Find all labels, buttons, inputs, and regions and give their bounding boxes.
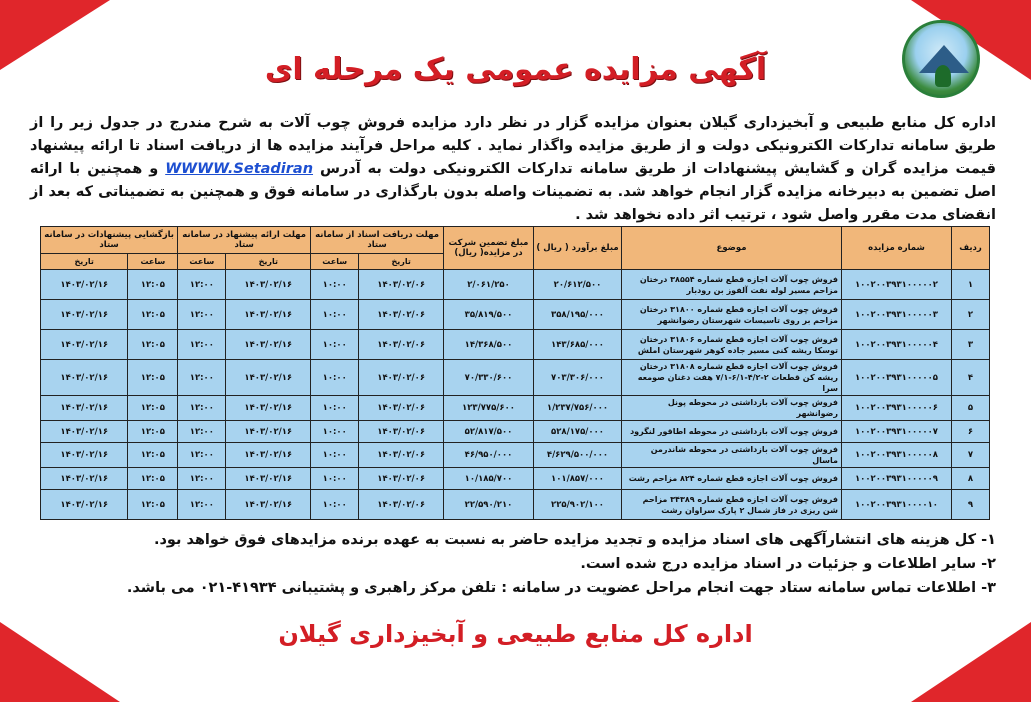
intro-line: و همچنین با ارائه اصل تضمین به دبیرخانه مزایده گزار انجام خواهد شد. به تضمینات واصله بدون بارگذاری در [30,161,996,200]
cell-submit-date: ۱۴۰۳/۰۲/۱۶ [226,490,311,520]
cell-estimate: ۵۲۸/۱۷۵/۰۰۰ [534,421,622,443]
header-row-number: ردیف [952,227,990,270]
cell-open-date: ۱۴۰۳/۰۲/۱۶ [41,396,128,421]
cell-open-date: ۱۴۰۳/۰۲/۱۶ [41,443,128,468]
table-row [41,330,990,360]
header-auction-number: شماره مزایده [842,227,952,270]
cell-open-time: ۱۲:۰۵ [128,330,178,360]
cell-auction-number: ۱۰۰۲۰۰۳۹۳۱۰۰۰۰۰۵ [842,360,952,396]
cell-auction-number: ۱۰۰۲۰۰۳۹۳۱۰۰۰۰۰۳ [842,300,952,330]
cell-submit-time: ۱۲:۰۰ [178,468,226,490]
cell-guarantee: ۳۵/۸۱۹/۵۰۰ [444,300,534,330]
cell-submit-date: ۱۴۰۳/۰۲/۱۶ [226,443,311,468]
cell-guarantee: ۲۲/۵۹۰/۲۱۰ [444,490,534,520]
header-date: تاریخ [41,254,128,270]
cell-submit-time: ۱۲:۰۰ [178,330,226,360]
intro-line: الکترونیکی دولت به آدرس [319,161,511,177]
note-item: ۲- سایر اطلاعات و جزئیات در اسناد مزایده درج شده است. [580,556,996,572]
cell-guarantee: ۷۰/۳۳۰/۶۰۰ [444,360,534,396]
cell-estimate: ۷۰۳/۳۰۶/۰۰۰ [534,360,622,396]
intro-line: سامانه فوق و همچنین به تضمیناتی که بعد از انقضای مدت مقرر واصل شود ، ترتیب اثر داده نخواهد شد . [30,184,996,223]
header-submit-deadline: مهلت ارائه پیشنهاد در سامانه ستاد [178,227,311,254]
cell-open-date: ۱۴۰۳/۰۲/۱۶ [41,300,128,330]
header-estimate: مبلغ برآورد ( ریال ) [534,227,622,270]
cell-submit-time: ۱۲:۰۰ [178,396,226,421]
table-row [41,490,990,520]
cell-receive-date: ۱۴۰۳/۰۲/۰۶ [359,468,444,490]
table-row [41,270,990,300]
table-row [41,443,990,468]
cell-receive-time: ۱۰:۰۰ [311,396,359,421]
cell-estimate: ۳۵۸/۱۹۵/۰۰۰ [534,300,622,330]
header-time: ساعت [128,254,178,270]
cell-topic: فروش چوب آلات اجازه قطع شماره ۳۱۸۰۸ درختان ریشه کن قطعات ۲-۴/۲-۶/۱-۷/۱ هفت دغنان صومعه سرا [622,360,842,396]
cell-receive-date: ۱۴۰۳/۰۲/۰۶ [359,300,444,330]
cell-row-number: ۹ [952,490,990,520]
title-text: آگهی مزایده عمومی یک مرحله ای [264,52,767,87]
cell-receive-time: ۱۰:۰۰ [311,330,359,360]
cell-open-date: ۱۴۰۳/۰۲/۱۶ [41,490,128,520]
cell-guarantee: ۱۴/۳۶۸/۵۰۰ [444,330,534,360]
cell-estimate: ۱۰۱/۸۵۷/۰۰۰ [534,468,622,490]
cell-open-time: ۱۲:۰۵ [128,468,178,490]
cell-auction-number: ۱۰۰۲۰۰۳۹۳۱۰۰۰۰۱۰ [842,490,952,520]
cell-open-date: ۱۴۰۳/۰۲/۱۶ [41,468,128,490]
setadiran-link[interactable]: WWWW.Setadiran [165,161,314,177]
cell-row-number: ۸ [952,468,990,490]
cell-guarantee: ۱۰/۱۸۵/۷۰۰ [444,468,534,490]
notes-list [30,528,996,600]
cell-open-date: ۱۴۰۳/۰۲/۱۶ [41,270,128,300]
table-row [41,468,990,490]
cell-open-time: ۱۲:۰۵ [128,270,178,300]
cell-open-time: ۱۲:۰۵ [128,360,178,396]
cell-topic: فروش چوب آلات اجازه قطع شماره ۳۸۵۵۴ درختان مزاحم مسیر لوله نفت آلفوز بن رودبار [622,270,842,300]
cell-auction-number: ۱۰۰۲۰۰۳۹۳۱۰۰۰۰۰۸ [842,443,952,468]
cell-open-time: ۱۲:۰۵ [128,443,178,468]
cell-submit-date: ۱۴۰۳/۰۲/۱۶ [226,300,311,330]
header-guarantee: مبلغ تضمین شرکت در مزایده( ریال) [444,227,534,270]
cell-row-number: ۱ [952,270,990,300]
cell-auction-number: ۱۰۰۲۰۰۳۹۳۱۰۰۰۰۰۶ [842,396,952,421]
cell-auction-number: ۱۰۰۲۰۰۳۹۳۱۰۰۰۰۰۴ [842,330,952,360]
cell-row-number: ۷ [952,443,990,468]
cell-estimate: ۲۰/۶۱۲/۵۰۰ [534,270,622,300]
header-receive-deadline: مهلت دریافت اسناد از سامانه ستاد [311,227,444,254]
cell-topic: فروش چوب آلات بازداشتی در محوطه شاندرمن ماسال [622,443,842,468]
cell-guarantee: ۴۶/۹۵۰/۰۰۰ [444,443,534,468]
cell-estimate: ۲۲۵/۹۰۲/۱۰۰ [534,490,622,520]
intro-line: اداره کل منابع طبیعی و آبخیزداری گیلان بعنوان مزایده گزار در نظر دارد مزایده فروش چوب آلات به شرح مندرج در جدول زیر را از طریق سامانه تدارکات الکترونیکی [30,115,996,154]
cell-estimate: ۱/۲۳۷/۷۵۶/۰۰۰ [534,396,622,421]
cell-submit-time: ۱۲:۰۰ [178,421,226,443]
cell-submit-date: ۱۴۰۳/۰۲/۱۶ [226,468,311,490]
cell-receive-time: ۱۰:۰۰ [311,468,359,490]
cell-topic: فروش چوب آلات اجازه قطع شماره ۸۲۴ مزاحم رشت [622,468,842,490]
note-item: ۳- اطلاعات تماس سامانه ستاد جهت انجام مراحل عضویت در سامانه : تلفن مرکز راهبری و پشتیبانی ۴۱۹۳۴-۰۲۱ می باشد. [126,580,996,596]
cell-submit-date: ۱۴۰۳/۰۲/۱۶ [226,421,311,443]
cell-receive-date: ۱۴۰۳/۰۲/۰۶ [359,330,444,360]
header-topic: موضوع [622,227,842,270]
header-opening: بازگشایی پیشنهادات در سامانه ستاد [41,227,178,254]
table-row [41,421,990,443]
cell-open-date: ۱۴۰۳/۰۲/۱۶ [41,360,128,396]
cell-row-number: ۵ [952,396,990,421]
cell-open-time: ۱۲:۰۵ [128,396,178,421]
page-title [0,52,1031,87]
cell-row-number: ۳ [952,330,990,360]
cell-receive-date: ۱۴۰۳/۰۲/۰۶ [359,443,444,468]
cell-submit-time: ۱۲:۰۰ [178,300,226,330]
table-row [41,360,990,396]
header-time: ساعت [311,254,359,270]
cell-submit-date: ۱۴۰۳/۰۲/۱۶ [226,330,311,360]
auction-table [40,226,990,520]
cell-row-number: ۲ [952,300,990,330]
cell-guarantee: ۲/۰۶۱/۲۵۰ [444,270,534,300]
cell-guarantee: ۱۲۳/۷۷۵/۶۰۰ [444,396,534,421]
cell-submit-time: ۱۲:۰۰ [178,270,226,300]
cell-receive-date: ۱۴۰۳/۰۲/۰۶ [359,396,444,421]
cell-topic: فروش چوب آلات اجازه قطع شماره ۳۱۸۰۶ درختان توسکا ریشه کنی مسیر جاده کوهر شهرستان املش [622,330,842,360]
cell-receive-date: ۱۴۰۳/۰۲/۰۶ [359,421,444,443]
cell-auction-number: ۱۰۰۲۰۰۳۹۳۱۰۰۰۰۰۲ [842,270,952,300]
cell-submit-date: ۱۴۰۳/۰۲/۱۶ [226,396,311,421]
cell-receive-date: ۱۴۰۳/۰۲/۰۶ [359,270,444,300]
cell-receive-time: ۱۰:۰۰ [311,421,359,443]
cell-submit-time: ۱۲:۰۰ [178,490,226,520]
cell-open-date: ۱۴۰۳/۰۲/۱۶ [41,330,128,360]
intro-paragraph [30,112,996,227]
cell-receive-time: ۱۰:۰۰ [311,443,359,468]
table-row [41,396,990,421]
cell-auction-number: ۱۰۰۲۰۰۳۹۳۱۰۰۰۰۰۷ [842,421,952,443]
cell-receive-date: ۱۴۰۳/۰۲/۰۶ [359,490,444,520]
cell-guarantee: ۵۲/۸۱۷/۵۰۰ [444,421,534,443]
cell-submit-time: ۱۲:۰۰ [178,443,226,468]
header-date: تاریخ [359,254,444,270]
footer-organization-name: اداره کل منابع طبیعی و آبخیزداری گیلان [278,620,753,648]
cell-open-time: ۱۲:۰۵ [128,300,178,330]
cell-submit-date: ۱۴۰۳/۰۲/۱۶ [226,360,311,396]
cell-estimate: ۱۴۳/۶۸۵/۰۰۰ [534,330,622,360]
cell-topic: فروش چوب آلات اجازه قطع شماره ۳۱۸۰۰ درختان مزاحم بر روی تاسیسات شهرستان رضوانشهر [622,300,842,330]
intro-line: دولت و از طریق مزایده واگذار نماید . کلیه مراحل فرآیند مزایده ها از دریافت اسناد تا ارائه پیشنهاد قیمت مزایده گران و گشایش پیشنهادات از طریق سامانه تدارکات [30,138,996,177]
cell-receive-time: ۱۰:۰۰ [311,360,359,396]
cell-receive-date: ۱۴۰۳/۰۲/۰۶ [359,360,444,396]
cell-row-number: ۴ [952,360,990,396]
cell-receive-time: ۱۰:۰۰ [311,270,359,300]
cell-topic: فروش چوب آلات بازداشتی در محوطه اطاقور لنگرود [622,421,842,443]
cell-submit-time: ۱۲:۰۰ [178,360,226,396]
table-row [41,300,990,330]
note-item: ۱- کل هزینه های انتشارآگهی های اسناد مزایده و تجدید مزایده حاضر به نسبت به عهده برنده مزایدهای فوق خواهد بود. [153,532,996,548]
cell-auction-number: ۱۰۰۲۰۰۳۹۳۱۰۰۰۰۰۹ [842,468,952,490]
cell-row-number: ۶ [952,421,990,443]
cell-open-time: ۱۲:۰۵ [128,490,178,520]
header-time: ساعت [178,254,226,270]
cell-receive-time: ۱۰:۰۰ [311,490,359,520]
cell-topic: فروش چوب آلات اجازه قطع شماره ۳۴۳۸۹ مزاحم شن ریزی در فاز شمال ۲ پارک سراوان رشت [622,490,842,520]
cell-topic: فروش چوب آلات بازداشتی در محوطه پونل رضوانشهر [622,396,842,421]
cell-receive-time: ۱۰:۰۰ [311,300,359,330]
header-date: تاریخ [226,254,311,270]
cell-open-time: ۱۲:۰۵ [128,421,178,443]
cell-estimate: ۴/۶۲۹/۵۰۰/۰۰۰ [534,443,622,468]
cell-open-date: ۱۴۰۳/۰۲/۱۶ [41,421,128,443]
cell-submit-date: ۱۴۰۳/۰۲/۱۶ [226,270,311,300]
